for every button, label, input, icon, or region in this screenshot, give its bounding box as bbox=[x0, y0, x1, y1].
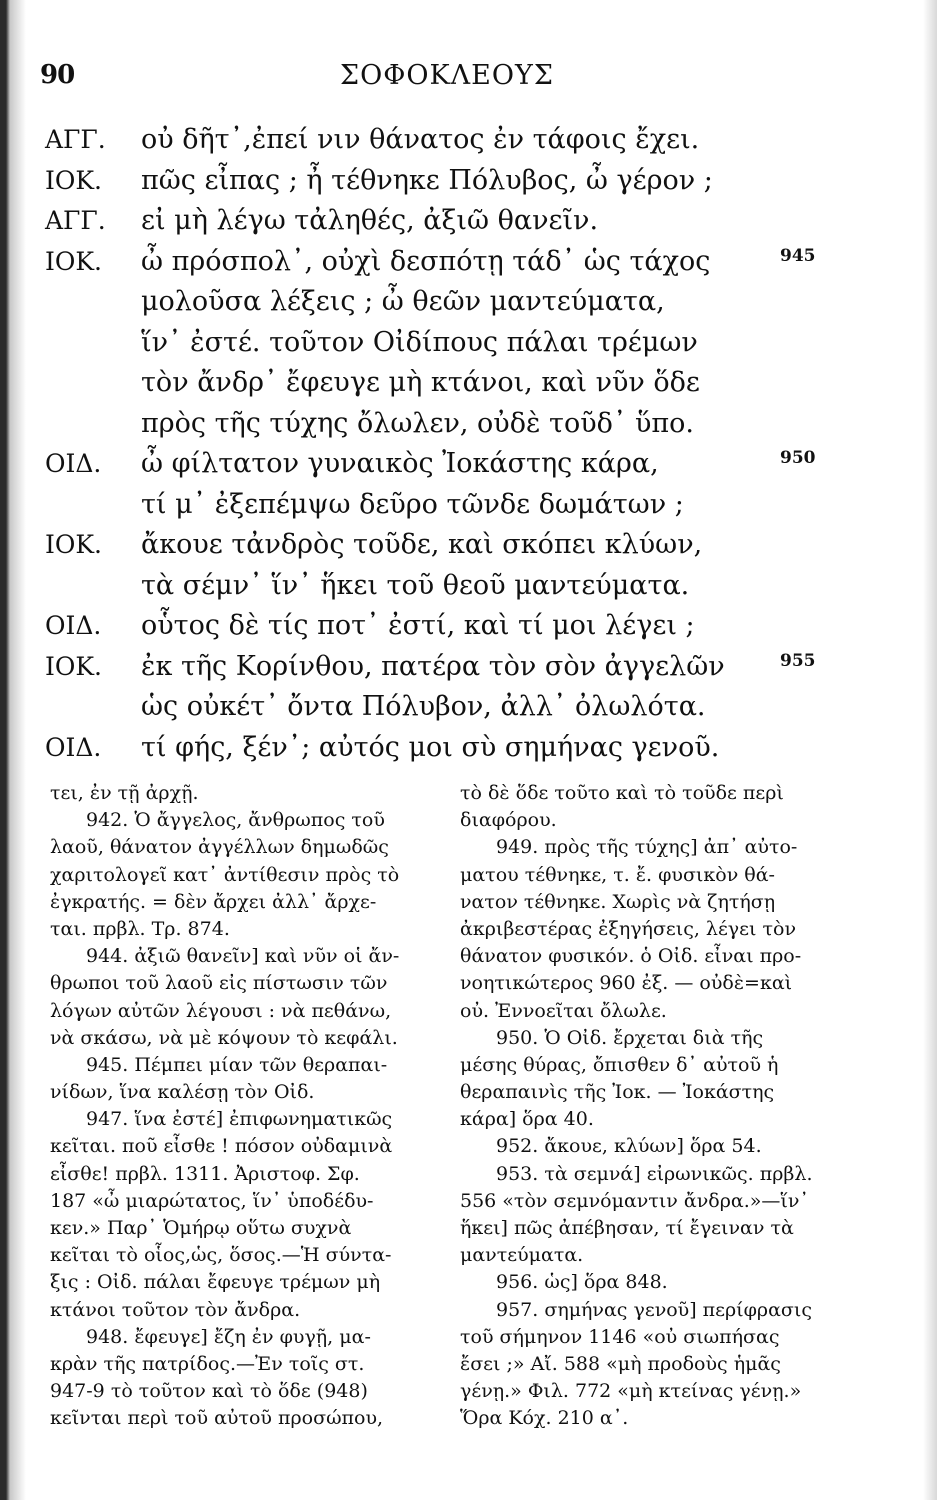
verse-line-text: ὦ φίλτατον γυναικὸς Ἰοκάστης κάρα, bbox=[141, 448, 659, 479]
speaker-label: ΟΙΔ. bbox=[45, 611, 102, 640]
verse-line-text: τί μ᾽ ἐξεπέμψω δεῦρο τῶνδε δωμάτων ; bbox=[141, 488, 684, 520]
note-line: 944. ἀξιῶ θανεῖν] καὶ νῦν οἱ ἄν- bbox=[86, 945, 400, 968]
note-line: μαντεύματα. bbox=[460, 1244, 584, 1267]
verse-line-text: ὡς οὐκέτ᾽ ὄντα Πόλυβον, ἀλλ᾽ ὀλωλότα. bbox=[141, 691, 706, 722]
note-line: μέσης θύρας, ὄπισθεν δ᾽ αὐτοῦ ἡ bbox=[460, 1053, 779, 1076]
speaker-label: ΙΟΚ. bbox=[45, 530, 102, 559]
note-line: ἐγκρατής. = δὲν ἄρχει ἀλλ᾽ ἄρχε- bbox=[50, 890, 377, 913]
note-line: Ὅρα Κόχ. 210 α᾽. bbox=[460, 1407, 629, 1430]
page-header bbox=[40, 60, 820, 100]
line-number: 950 bbox=[780, 448, 816, 468]
verse-line bbox=[45, 363, 915, 404]
line-number: 955 bbox=[780, 650, 816, 671]
verse-line bbox=[45, 282, 915, 323]
note-line: χαριτολογεῖ κατ᾽ ἀντίθεσιν πρὸς τὸ bbox=[50, 863, 400, 886]
verse-line-text: μολοῦσα λέξεις ; ὦ θεῶν μαντεύματα, bbox=[141, 286, 665, 317]
notes-left-column bbox=[50, 780, 418, 1433]
verse-line bbox=[45, 120, 915, 161]
verse-text bbox=[45, 120, 915, 768]
note-line: θρωποι τοῦ λαοῦ εἰς πίστωσιν τῶν bbox=[50, 972, 388, 995]
verse-line-text: ὦ πρόσπολ᾽, οὐχὶ δεσπότῃ τάδ᾽ ὡς τάχος bbox=[141, 245, 711, 277]
speaker-label: ΟΙΔ. bbox=[45, 732, 102, 762]
note-line: 948. ἔφευγε] ἔζη ἐν φυγῇ, μα- bbox=[86, 1325, 371, 1348]
note-line: οὐ. Ἐννοεῖται ὄλωλε. bbox=[460, 999, 667, 1022]
note-line: ματου τέθνηκε, τ. ἔ. φυσικὸν θά- bbox=[460, 863, 775, 886]
verse-line-text: εἰ μὴ λέγω τἀληθές, ἀξιῶ θανεῖν. bbox=[141, 205, 599, 236]
note-line: 942. Ὁ ἄγγελος, ἄνθρωπος τοῦ bbox=[86, 809, 385, 832]
note-line: 187 «ὦ μιαρώτατος, ἵν᾽ ὑποδέδυ- bbox=[50, 1189, 374, 1212]
note-line: 945. Πέμπει μίαν τῶν θεραπαι- bbox=[86, 1053, 388, 1076]
note-line: 956. ὡς] ὅρα 848. bbox=[496, 1271, 668, 1294]
note-line: ἀκριβεστέρας ἐξηγήσεις, λέγει τὸν bbox=[460, 917, 796, 940]
page-number: 90 bbox=[40, 60, 75, 90]
speaker-label: ΙΟΚ. bbox=[45, 165, 102, 195]
verse-line bbox=[45, 647, 915, 688]
note-line: τὸ δὲ ὅδε τοῦτο καὶ τὸ τοῦδε περὶ bbox=[460, 782, 784, 804]
note-line: 947-9 τὸ τοῦτον καὶ τὸ ὅδε (948) bbox=[50, 1380, 368, 1403]
note-line: 957. σημήνας γενοῦ] περίφρασις bbox=[496, 1298, 812, 1321]
note-line: κεῖται τὸ οἷος,ὡς, ὅσος.—Ἡ σύντα- bbox=[50, 1244, 392, 1267]
note-line: κρὰν τῆς πατρίδος.—Ἐν τοῖς στ. bbox=[50, 1352, 365, 1375]
verse-line-text: πῶς εἶπας ; ἦ τέθνηκε Πόλυβος, ὦ γέρον ; bbox=[141, 164, 713, 196]
verse-line bbox=[45, 323, 915, 364]
verse-line-text: οὐ δῆτ᾽,ἐπεί νιν θάνατος ἐν τάφοις ἔχει. bbox=[141, 124, 700, 155]
note-line: 950. Ὁ Οἰδ. ἔρχεται διὰ τῆς bbox=[496, 1026, 764, 1049]
speaker-label: ΟΙΔ. bbox=[45, 449, 102, 478]
verse-line-text: πρὸς τῆς τύχης ὄλωλεν, οὐδὲ τοῦδ᾽ ὕπο. bbox=[141, 407, 694, 439]
note-line: λαοῦ, θάνατον ἀγγέλλων δημωδῶς bbox=[50, 836, 389, 859]
note-line: ἔσει ;» Αἴ. 588 «μὴ προδοὺς ἡμᾶς bbox=[460, 1352, 781, 1375]
verse-line bbox=[45, 444, 915, 485]
verse-line bbox=[45, 242, 915, 283]
note-line: γένῃ.» Φιλ. 772 «μὴ κτείνας γένῃ.» bbox=[460, 1380, 802, 1403]
verse-line-text: ἄκουε τἀνδρὸς τοῦδε, καὶ σκόπει κλύων, bbox=[141, 529, 703, 560]
note-line: λόγων αὐτῶν λέγουσι : νὰ πεθάνω, bbox=[50, 999, 392, 1022]
speaker-label: ΙΟΚ. bbox=[45, 651, 102, 681]
note-line: νίδων, ἵνα καλέσῃ τὸν Οἰδ. bbox=[50, 1081, 315, 1104]
verse-line-text: τί φής, ξέν᾽; αὐτός μοι σὺ σημήνας γενοῦ. bbox=[141, 731, 720, 763]
speaker-label: ΑΓΓ. bbox=[45, 206, 106, 235]
speaker-label: ΑΓΓ. bbox=[45, 125, 106, 154]
note-line: 947. ἵνα ἐστέ] ἐπιφωνηματικῶς bbox=[86, 1108, 393, 1131]
note-line: κτάνοι τοῦτον τὸν ἄνδρα. bbox=[50, 1298, 301, 1321]
page-binding-edge bbox=[0, 0, 26, 1500]
note-line: νὰ σκάσω, νὰ μὲ κόψουν τὸ κεφάλι. bbox=[50, 1026, 398, 1049]
note-line: τοῦ σήμηνον 1146 «οὐ σιωπήσας bbox=[460, 1325, 780, 1348]
verse-line bbox=[45, 687, 915, 728]
note-line: διαφόρου. bbox=[460, 809, 557, 832]
note-line: 953. τὰ σεμνά] εἰρωνικῶς. πρβλ. bbox=[496, 1162, 813, 1185]
note-line: 556 «τὸν σεμνόμαντιν ἄνδρα.»—ἵν᾽ bbox=[460, 1189, 809, 1212]
verse-line-text: τὰ σέμν᾽ ἵν᾽ ἥκει τοῦ θεοῦ μαντεύματα. bbox=[141, 569, 690, 601]
verse-line bbox=[45, 161, 915, 202]
note-line: 949. πρὸς τῆς τύχης] ἀπ᾽ αὐτο- bbox=[496, 836, 798, 859]
note-line: κεῖται. ποῦ εἶσθε ! πόσον οὐδαμινὰ bbox=[50, 1135, 393, 1158]
note-line: 952. ἄκουε, κλύων] ὅρα 54. bbox=[496, 1135, 762, 1158]
note-line: ξις : Οἰδ. πάλαι ἔφευγε τρέμων μὴ bbox=[50, 1271, 381, 1294]
note-line: νοητικώτερος 960 ἐξ. — οὐδὲ=καὶ bbox=[460, 972, 793, 995]
note-line: νατον τέθνηκε. Χωρὶς νὰ ζητήσῃ bbox=[460, 890, 776, 913]
verse-line bbox=[45, 728, 915, 769]
note-line: θεραπαινὶς τῆς Ἰοκ. — Ἰοκάστης bbox=[460, 1081, 775, 1104]
verse-line-text: ἵν᾽ ἐστέ. τοῦτον Οἰδίπους πάλαι τρέμων bbox=[141, 326, 698, 358]
note-line: τει, ἐν τῇ ἀρχῇ. bbox=[50, 782, 199, 804]
verse-line bbox=[45, 566, 915, 607]
verse-line-text: ἐκ τῆς Κορίνθου, πατέρα τὸν σὸν ἀγγελῶν bbox=[141, 650, 725, 682]
verse-line bbox=[45, 525, 915, 566]
note-line: θάνατον φυσικόν. ὁ Οἰδ. εἶναι προ- bbox=[460, 945, 802, 968]
speaker-label: ΙΟΚ. bbox=[45, 246, 102, 276]
note-line: κεν.» Παρ᾽ Ὁμήρῳ οὕτω συχνὰ bbox=[50, 1217, 352, 1239]
line-number: 945 bbox=[780, 245, 816, 266]
note-line: ται. πρβλ. Τρ. 874. bbox=[50, 917, 230, 940]
note-line: κεῖνται περὶ τοῦ αὐτοῦ προσώπου, bbox=[50, 1407, 384, 1430]
note-line: κάρα] ὅρα 40. bbox=[460, 1108, 594, 1131]
commentary-notes bbox=[50, 780, 850, 1440]
verse-line bbox=[45, 485, 915, 526]
note-line: ἥκει] πῶς ἀπέβησαν, τί ἔγειναν τὰ bbox=[460, 1217, 794, 1239]
verse-line-text: οὗτος δὲ τίς ποτ᾽ ἐστί, καὶ τί μοι λέγει ; bbox=[141, 610, 695, 641]
notes-right-column bbox=[460, 780, 828, 1433]
running-title: ΣΟΦΟΚΛΕΟΥΣ bbox=[340, 60, 554, 91]
page-right-edge bbox=[923, 0, 937, 1500]
note-line: εἶσθε! πρβλ. 1311. Ἀριστοφ. Σφ. bbox=[50, 1162, 360, 1185]
verse-line-text: τὸν ἄνδρ᾽ ἔφευγε μὴ κτάνοι, καὶ νῦν ὅδε bbox=[141, 367, 700, 398]
